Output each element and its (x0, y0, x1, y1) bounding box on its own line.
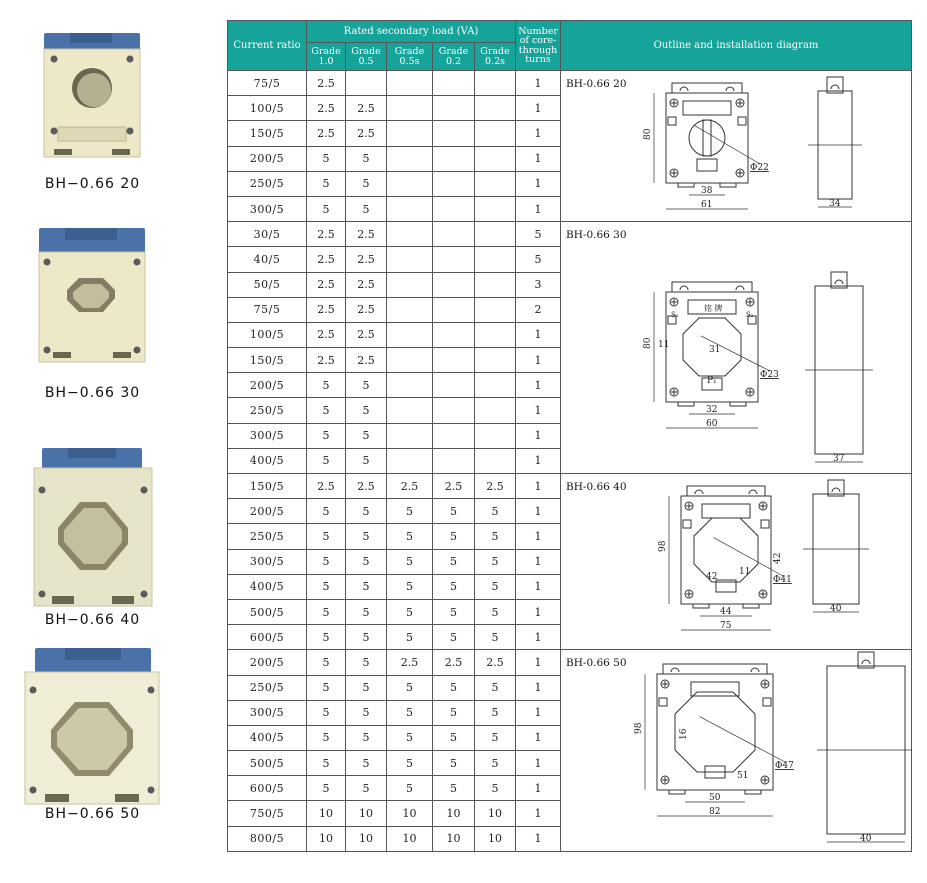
dimension-label: 16 (679, 728, 690, 741)
cell-turns: 1 (516, 474, 561, 499)
dimension-label: 42 (773, 552, 784, 564)
cell-load-g05: 2.5 (346, 474, 387, 499)
header-grade-value: 0.5 (358, 55, 374, 67)
product-caption: BH−0.66 40 (44, 612, 141, 628)
table-row (228, 71, 912, 96)
cell-load-g02: 5 (433, 499, 475, 524)
cell-load-g02s (475, 96, 516, 121)
cell-load-g02s (475, 71, 516, 96)
cell-load-g10: 10 (307, 801, 346, 826)
cell-current-ratio: 300/5 (228, 423, 307, 448)
cell-load-g10: 5 (307, 423, 346, 448)
cell-current-ratio: 200/5 (228, 373, 307, 398)
cell-load-g05 (346, 71, 387, 96)
cell-load-g05s: 5 (387, 549, 433, 574)
cell-load-g10: 2.5 (307, 322, 346, 347)
cell-current-ratio: 200/5 (228, 650, 307, 675)
table-row (228, 650, 912, 675)
cell-load-g05s: 5 (387, 725, 433, 750)
dimension-label: 42 (706, 572, 718, 582)
cell-load-g05: 5 (346, 549, 387, 574)
dimension-label: 60 (706, 419, 718, 430)
cell-load-g10: 10 (307, 826, 346, 851)
cell-load-g05: 10 (346, 826, 387, 851)
cell-load-g02 (433, 398, 475, 423)
cell-turns: 1 (516, 675, 561, 700)
cell-turns: 1 (516, 801, 561, 826)
cell-load-g05: 2.5 (346, 222, 387, 247)
cell-load-g02s (475, 322, 516, 347)
header-turns-line: turns (525, 54, 551, 65)
cell-current-ratio: 150/5 (228, 348, 307, 373)
product-image-bh-50 (23, 648, 163, 808)
cell-load-g02: 5 (433, 574, 475, 599)
cell-load-g05: 10 (346, 801, 387, 826)
cell-load-g05: 5 (346, 725, 387, 750)
cell-current-ratio: 200/5 (228, 146, 307, 171)
cell-load-g05s: 2.5 (387, 474, 433, 499)
cell-load-g10: 2.5 (307, 297, 346, 322)
cell-current-ratio: 600/5 (228, 776, 307, 801)
cell-load-g02s (475, 297, 516, 322)
cell-turns: 1 (516, 423, 561, 448)
cell-turns: 1 (516, 121, 561, 146)
cell-load-g02: 5 (433, 549, 475, 574)
spec-table (227, 20, 912, 852)
cell-current-ratio: 800/5 (228, 826, 307, 851)
cell-load-g10: 2.5 (307, 247, 346, 272)
diagram-model-label: BH-0.66 30 (566, 229, 627, 242)
cell-load-g05: 5 (346, 776, 387, 801)
cell-current-ratio: 600/5 (228, 625, 307, 650)
cell-load-g02 (433, 373, 475, 398)
cell-load-g02s (475, 398, 516, 423)
dimension-label: S₂ (746, 311, 754, 320)
dimension-label: 80 (643, 128, 654, 140)
cell-load-g02s (475, 448, 516, 473)
cell-turns: 1 (516, 599, 561, 624)
cell-load-g05: 5 (346, 524, 387, 549)
cell-load-g10: 5 (307, 776, 346, 801)
cell-load-g02 (433, 196, 475, 221)
dimension-label: 50 (709, 793, 721, 804)
cell-load-g02s (475, 171, 516, 196)
diagram-bh-20 (561, 71, 912, 222)
cell-current-ratio: 400/5 (228, 725, 307, 750)
cell-turns: 1 (516, 398, 561, 423)
cell-turns: 1 (516, 348, 561, 373)
cell-load-g05s: 5 (387, 700, 433, 725)
cell-load-g02s (475, 247, 516, 272)
cell-load-g05: 5 (346, 398, 387, 423)
cell-current-ratio: 400/5 (228, 574, 307, 599)
cell-load-g05s: 2.5 (387, 650, 433, 675)
product-caption: BH−0.66 30 (44, 385, 141, 401)
dimension-label: 44 (720, 607, 732, 617)
dimension-label: 80 (643, 337, 654, 350)
diagram-bh-40 (561, 474, 912, 650)
cell-load-g02: 5 (433, 599, 475, 624)
cell-load-g10: 2.5 (307, 121, 346, 146)
header-grade-value: 1.0 (318, 55, 334, 67)
cell-load-g02s: 5 (475, 499, 516, 524)
cell-load-g10: 5 (307, 549, 346, 574)
cell-turns: 5 (516, 222, 561, 247)
table-row (228, 222, 912, 247)
product-image-bh-30 (37, 228, 147, 366)
header-grade-label: Grade (394, 46, 425, 57)
cell-turns: 1 (516, 499, 561, 524)
cell-load-g02s: 5 (475, 574, 516, 599)
header-turns-line: of core- (519, 35, 557, 46)
cell-load-g02: 5 (433, 776, 475, 801)
dimension-label: Φ47 (775, 761, 794, 772)
cell-load-g02 (433, 448, 475, 473)
cell-current-ratio: 750/5 (228, 801, 307, 826)
header-current-ratio: Current ratio (228, 21, 307, 71)
cell-load-g02s: 5 (475, 751, 516, 776)
cell-load-g05: 5 (346, 574, 387, 599)
cell-load-g05: 5 (346, 625, 387, 650)
cell-load-g10: 2.5 (307, 71, 346, 96)
cell-current-ratio: 75/5 (228, 71, 307, 96)
cell-load-g02: 5 (433, 524, 475, 549)
cell-turns: 1 (516, 196, 561, 221)
cell-current-ratio: 250/5 (228, 524, 307, 549)
diagram-model-label: BH-0.66 50 (566, 657, 627, 670)
cell-current-ratio: 250/5 (228, 675, 307, 700)
dimension-label: 34 (829, 199, 841, 209)
cell-load-g05s: 5 (387, 574, 433, 599)
cell-turns: 5 (516, 247, 561, 272)
cell-load-g02 (433, 322, 475, 347)
cell-load-g02 (433, 297, 475, 322)
cell-current-ratio: 300/5 (228, 196, 307, 221)
cell-load-g05: 2.5 (346, 348, 387, 373)
cell-load-g10: 5 (307, 398, 346, 423)
cell-turns: 1 (516, 776, 561, 801)
cell-load-g10: 5 (307, 625, 346, 650)
cell-load-g05s (387, 71, 433, 96)
cell-load-g05s: 5 (387, 776, 433, 801)
cell-load-g05: 5 (346, 675, 387, 700)
cell-current-ratio: 200/5 (228, 499, 307, 524)
product-caption: BH−0.66 50 (44, 806, 141, 822)
cell-turns: 1 (516, 549, 561, 574)
diagram-bh-30 (561, 222, 912, 473)
cell-current-ratio: 100/5 (228, 322, 307, 347)
cell-current-ratio: 75/5 (228, 297, 307, 322)
cell-current-ratio: 300/5 (228, 700, 307, 725)
dimension-label: 98 (634, 722, 645, 735)
cell-load-g02 (433, 348, 475, 373)
dimension-label: 61 (701, 200, 713, 210)
cell-load-g10: 5 (307, 599, 346, 624)
dimension-label: P₁ (707, 376, 717, 387)
cell-load-g02s (475, 222, 516, 247)
header-grade-value: 0.5s (399, 55, 420, 67)
dimension-label: Φ41 (773, 575, 792, 585)
table-row (228, 474, 912, 499)
dimension-label: Φ22 (750, 163, 769, 173)
cell-load-g02s (475, 146, 516, 171)
cell-load-g02s (475, 196, 516, 221)
cell-load-g05s (387, 146, 433, 171)
cell-load-g10: 5 (307, 675, 346, 700)
cell-current-ratio: 400/5 (228, 448, 307, 473)
cell-load-g10: 5 (307, 574, 346, 599)
cell-current-ratio: 50/5 (228, 272, 307, 297)
cell-turns: 1 (516, 625, 561, 650)
dimension-label: 38 (701, 186, 713, 196)
header-grade-label: Grade (480, 46, 510, 57)
cell-load-g10: 5 (307, 700, 346, 725)
header-diagram: Outline and installation diagram (561, 21, 912, 71)
cell-load-g05s: 10 (387, 826, 433, 851)
cell-load-g05: 2.5 (346, 322, 387, 347)
cell-load-g05: 5 (346, 599, 387, 624)
cell-diagram (561, 474, 912, 650)
cell-load-g10: 5 (307, 448, 346, 473)
dimension-label: 37 (833, 454, 845, 465)
cell-load-g02: 5 (433, 625, 475, 650)
cell-turns: 3 (516, 272, 561, 297)
cell-load-g02s: 2.5 (475, 474, 516, 499)
cell-load-g02 (433, 146, 475, 171)
cell-load-g02 (433, 247, 475, 272)
cell-load-g05s (387, 171, 433, 196)
cell-current-ratio: 40/5 (228, 247, 307, 272)
cell-load-g02s: 5 (475, 599, 516, 624)
cell-load-g02 (433, 423, 475, 448)
dimension-label: 82 (709, 807, 721, 818)
cell-turns: 2 (516, 297, 561, 322)
cell-load-g05: 5 (346, 650, 387, 675)
diagram-model-label: BH-0.66 40 (566, 481, 627, 493)
header-grade-label: Grade (311, 46, 341, 57)
cell-turns: 1 (516, 725, 561, 750)
cell-load-g05s: 10 (387, 801, 433, 826)
header-grade (346, 43, 387, 71)
diagram-bh-50 (561, 650, 912, 852)
cell-load-g05: 2.5 (346, 121, 387, 146)
cell-current-ratio: 300/5 (228, 549, 307, 574)
cell-current-ratio: 250/5 (228, 171, 307, 196)
cell-load-g05s (387, 222, 433, 247)
dimension-label: 11 (658, 340, 670, 351)
cell-load-g05s: 5 (387, 625, 433, 650)
cell-load-g05s: 5 (387, 524, 433, 549)
cell-load-g05: 5 (346, 171, 387, 196)
diagram-model-label: BH-0.66 20 (566, 78, 627, 90)
cell-load-g02s (475, 121, 516, 146)
cell-load-g05: 5 (346, 448, 387, 473)
cell-load-g02s: 2.5 (475, 650, 516, 675)
cell-load-g05: 2.5 (346, 272, 387, 297)
cell-load-g10: 5 (307, 196, 346, 221)
cell-load-g02 (433, 96, 475, 121)
cell-load-g02s: 5 (475, 675, 516, 700)
cell-load-g02s: 10 (475, 826, 516, 851)
cell-turns: 1 (516, 96, 561, 121)
header-grade (307, 43, 346, 71)
cell-load-g02: 2.5 (433, 474, 475, 499)
cell-load-g05: 2.5 (346, 247, 387, 272)
cell-load-g05: 5 (346, 146, 387, 171)
dimension-label: 40 (860, 834, 872, 845)
cell-load-g05s: 5 (387, 599, 433, 624)
cell-turns: 1 (516, 650, 561, 675)
cell-load-g02 (433, 222, 475, 247)
cell-load-g02 (433, 121, 475, 146)
cell-load-g02: 10 (433, 801, 475, 826)
cell-load-g02 (433, 272, 475, 297)
cell-turns: 1 (516, 700, 561, 725)
cell-load-g02s: 5 (475, 725, 516, 750)
cell-current-ratio: 500/5 (228, 599, 307, 624)
dimension-label: S₁ (671, 311, 679, 320)
cell-load-g02 (433, 71, 475, 96)
cell-load-g05s (387, 196, 433, 221)
cell-load-g05s (387, 348, 433, 373)
cell-current-ratio: 150/5 (228, 121, 307, 146)
dimension-label: 98 (658, 540, 669, 552)
cell-load-g05s (387, 322, 433, 347)
cell-load-g10: 5 (307, 751, 346, 776)
cell-turns: 1 (516, 751, 561, 776)
header-grade (433, 43, 475, 71)
cell-load-g10: 5 (307, 524, 346, 549)
dimension-label: 31 (709, 345, 721, 356)
cell-load-g05s: 5 (387, 675, 433, 700)
cell-load-g05: 5 (346, 751, 387, 776)
cell-load-g10: 5 (307, 650, 346, 675)
product-image-bh-20 (40, 33, 145, 163)
header-grade-label: Grade (438, 46, 469, 57)
cell-load-g02: 5 (433, 751, 475, 776)
cell-current-ratio: 30/5 (228, 222, 307, 247)
cell-load-g10: 5 (307, 373, 346, 398)
cell-current-ratio: 150/5 (228, 474, 307, 499)
cell-load-g10: 2.5 (307, 474, 346, 499)
cell-load-g02s: 5 (475, 549, 516, 574)
cell-turns: 1 (516, 448, 561, 473)
header-grade-label: Grade (351, 46, 381, 57)
cell-load-g05s (387, 398, 433, 423)
cell-turns: 1 (516, 171, 561, 196)
header-turns (516, 21, 561, 71)
cell-load-g10: 5 (307, 499, 346, 524)
dimension-label: 铭 牌 (704, 304, 723, 314)
cell-load-g10: 2.5 (307, 222, 346, 247)
cell-turns: 1 (516, 373, 561, 398)
header-grade (387, 43, 433, 71)
cell-load-g05s (387, 121, 433, 146)
cell-load-g05s (387, 247, 433, 272)
dimension-label: 75 (720, 621, 732, 631)
cell-current-ratio: 250/5 (228, 398, 307, 423)
cell-load-g05: 5 (346, 700, 387, 725)
cell-current-ratio: 100/5 (228, 96, 307, 121)
cell-load-g05s: 5 (387, 499, 433, 524)
header-turns-line: Number (518, 25, 558, 37)
cell-diagram (561, 650, 912, 852)
product-caption: BH−0.66 20 (44, 176, 141, 192)
cell-load-g02: 5 (433, 675, 475, 700)
cell-load-g05: 2.5 (346, 96, 387, 121)
cell-load-g10: 5 (307, 171, 346, 196)
cell-load-g02: 10 (433, 826, 475, 851)
cell-load-g05s (387, 373, 433, 398)
cell-load-g05s (387, 423, 433, 448)
cell-load-g02s (475, 373, 516, 398)
cell-load-g02s (475, 348, 516, 373)
dimension-label: 32 (706, 405, 718, 416)
cell-load-g10: 2.5 (307, 348, 346, 373)
cell-load-g02: 5 (433, 725, 475, 750)
cell-load-g05s: 5 (387, 751, 433, 776)
cell-turns: 1 (516, 71, 561, 96)
cell-load-g02s: 5 (475, 524, 516, 549)
cell-load-g02s (475, 423, 516, 448)
cell-load-g02s: 5 (475, 700, 516, 725)
dimension-label: 51 (737, 771, 749, 782)
header-turns-line: through (518, 44, 558, 56)
cell-load-g10: 2.5 (307, 96, 346, 121)
cell-load-g10: 5 (307, 146, 346, 171)
cell-load-g02s: 10 (475, 801, 516, 826)
cell-load-g05s (387, 96, 433, 121)
cell-load-g05s (387, 297, 433, 322)
header-grade-value: 0.2s (485, 55, 505, 67)
dimension-label: Φ23 (760, 370, 779, 381)
header-rated-load: Rated secondary load (VA) (307, 21, 516, 43)
product-image-bh-40 (32, 448, 154, 610)
cell-load-g02s: 5 (475, 625, 516, 650)
cell-turns: 1 (516, 524, 561, 549)
cell-load-g02: 5 (433, 700, 475, 725)
cell-load-g05: 5 (346, 196, 387, 221)
cell-load-g05: 2.5 (346, 297, 387, 322)
cell-load-g05s (387, 272, 433, 297)
dimension-label: 40 (830, 604, 842, 614)
cell-diagram (561, 222, 912, 474)
cell-load-g02s (475, 272, 516, 297)
cell-turns: 1 (516, 322, 561, 347)
cell-load-g05: 5 (346, 423, 387, 448)
cell-load-g05: 5 (346, 499, 387, 524)
cell-load-g02 (433, 171, 475, 196)
cell-load-g10: 2.5 (307, 272, 346, 297)
cell-load-g02: 2.5 (433, 650, 475, 675)
dimension-label: 11 (739, 567, 751, 577)
cell-diagram (561, 71, 912, 222)
cell-current-ratio: 500/5 (228, 751, 307, 776)
cell-load-g05: 5 (346, 373, 387, 398)
cell-turns: 1 (516, 146, 561, 171)
cell-load-g02s: 5 (475, 776, 516, 801)
cell-load-g05s (387, 448, 433, 473)
cell-turns: 1 (516, 826, 561, 851)
header-grade-value: 0.2 (445, 55, 462, 67)
cell-load-g10: 5 (307, 725, 346, 750)
cell-turns: 1 (516, 574, 561, 599)
header-grade (475, 43, 516, 71)
